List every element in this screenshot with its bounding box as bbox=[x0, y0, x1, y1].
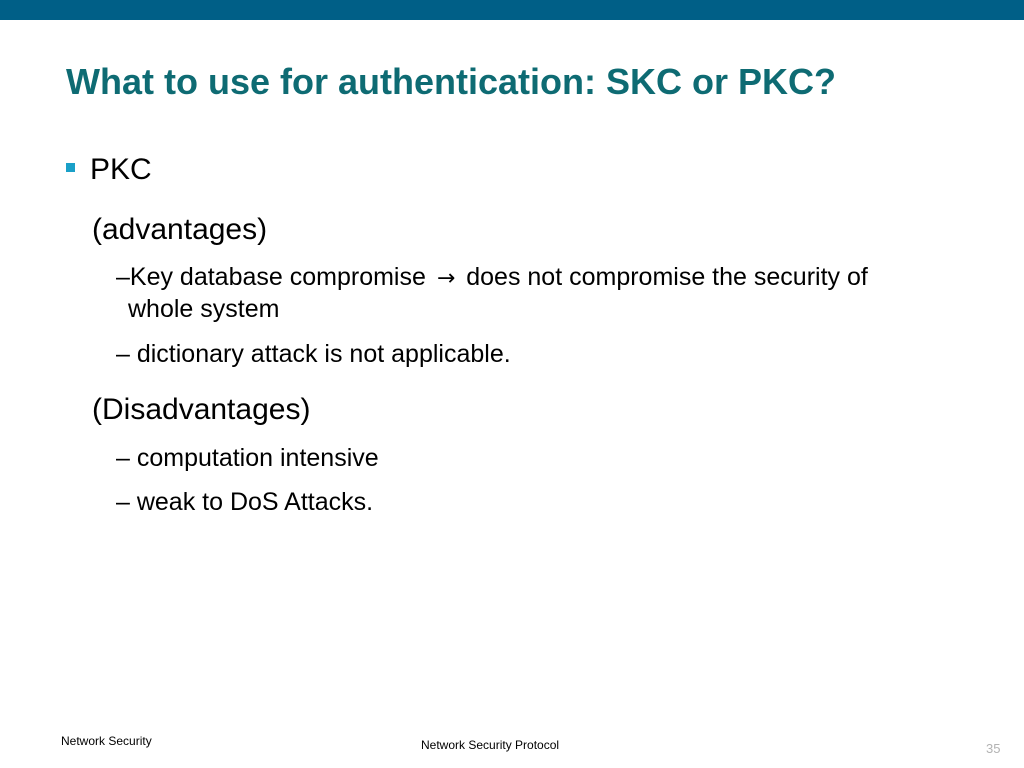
advantage-point-1-text-a: Key database compromise bbox=[129, 263, 426, 291]
slide-title: What to use for authentication: SKC or PKC? bbox=[66, 61, 836, 102]
disadvantage-point-1: – computation intensive bbox=[116, 444, 379, 472]
right-arrow-icon: → bbox=[436, 266, 456, 291]
disadvantage-point-2: – weak to DoS Attacks. bbox=[116, 488, 374, 516]
dash-marker: – bbox=[116, 263, 130, 291]
bullet-label: PKC bbox=[90, 153, 152, 186]
advantages-heading: (advantages) bbox=[92, 213, 268, 246]
page-number: 35 bbox=[986, 741, 1001, 756]
advantage-point-1-text-b: does not compromise the security of bbox=[466, 263, 868, 291]
footer-center-text: Network Security Protocol bbox=[421, 738, 560, 752]
footer-left-text: Network Security bbox=[61, 734, 152, 748]
advantage-point-2: – dictionary attack is not applicable. bbox=[116, 340, 511, 368]
disadvantages-heading: (Disadvantages) bbox=[92, 393, 311, 426]
advantage-point-1 bbox=[116, 261, 868, 295]
advantage-point-1-continuation: whole system bbox=[128, 295, 280, 323]
top-banner bbox=[0, 0, 1024, 20]
square-bullet-icon bbox=[66, 163, 75, 172]
